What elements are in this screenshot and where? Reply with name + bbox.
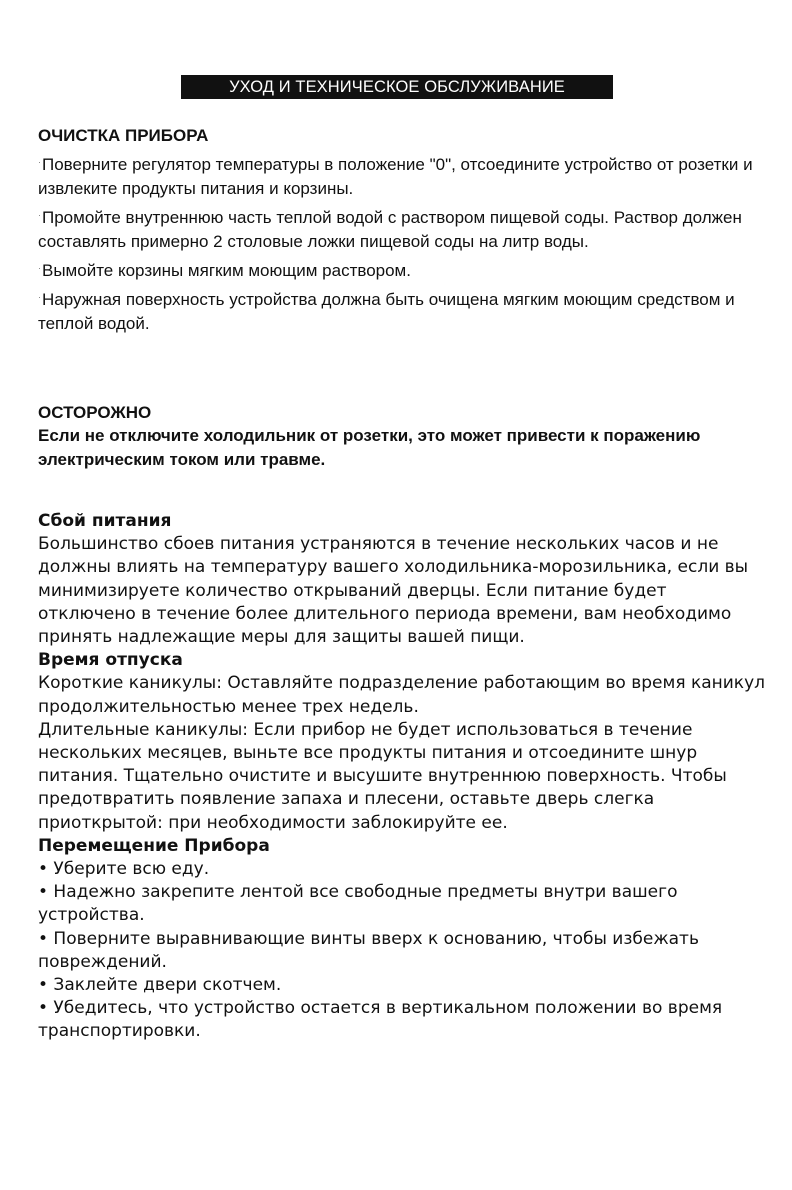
cleaning-step: [38, 150, 758, 201]
cleaning-step-text: Поверните регулятор температуры в положение "0", отсоедините устройство от розетки и извлеките продукты питания и корзины.: [38, 155, 753, 198]
moving-list-item: • Уберите всю еду.: [38, 859, 210, 880]
section-title-banner: УХОД И ТЕХНИЧЕСКОЕ ОБСЛУЖИВАНИЕ: [181, 75, 613, 99]
vacation-long-text: Длительные каникулы: Если прибор не будет использоваться в течение нескольких месяцев, выньте все продукты питания и отсоедините шнур питания. Тщательно очистите и высушите внутреннюю поверхность. Чтобы предотвратить появление запаха и плесени, оставьте дверь слегка приоткрытой: при необходимости заблокируйте ее.: [38, 719, 727, 833]
cleaning-step-text: Наружная поверхность устройства должна быть очищена мягким моющим средством и теплой водой.: [38, 290, 735, 333]
moving-list-item: • Поверните выравнивающие винты вверх к основанию, чтобы избежать повреждений.: [38, 928, 699, 972]
bullet-dot-icon: ·: [38, 292, 41, 302]
cleaning-step: [38, 256, 758, 283]
moving-list-item: • Убедитесь, что устройство остается в вертикальном положении во время транспортировки.: [38, 998, 723, 1042]
cleaning-step: [38, 285, 758, 336]
moving-list-item: • Заклейте двери скотчем.: [38, 975, 282, 996]
moving-list-item: • Надежно закрепите лентой все свободные предметы внутри вашего устройства.: [38, 882, 678, 926]
vacation-short-text: Короткие каникулы: Оставляйте подразделение работающим во время каникул продолжительностью менее трех недель.: [38, 673, 765, 717]
cleaning-step-text: Промойте внутреннюю часть теплой водой с раствором пищевой соды. Раствор должен составлять примерно 2 столовые ложки пищевой соды на литр воды.: [38, 208, 742, 251]
power-failure-heading: Сбой питания: [38, 511, 172, 531]
power-failure-text: Большинство сбоев питания устраняются в течение нескольких часов и не должны влиять на температуру вашего холодильника-морозильника, если вы минимизируете количество открываний дверцы. Если питание будет отключено в течение более длительного периода времени, вам необходимо принять надлежащие меры для защиты вашей пищи.: [38, 534, 749, 648]
cleaning-section: [38, 125, 758, 336]
moving-heading: Перемещение Прибора: [38, 835, 270, 856]
cleaning-step-text: Вымойте корзины мягким моющим раствором.: [42, 261, 411, 280]
cleaning-step: [38, 203, 758, 254]
vacation-heading: Время отпуска: [38, 650, 183, 671]
warning-text: Если не отключите холодильник от розетки, это может привести к поражению электрическим током или травме.: [38, 426, 701, 469]
bullet-dot-icon: ·: [38, 157, 41, 167]
maintenance-info-section: [38, 510, 768, 1044]
warning-heading: ОСТОРОЖНО: [38, 403, 152, 422]
warning-section: [38, 402, 758, 472]
bullet-dot-icon: ·: [38, 210, 41, 220]
cleaning-heading: ОЧИСТКА ПРИБОРА: [38, 126, 209, 145]
bullet-dot-icon: ·: [38, 263, 41, 273]
